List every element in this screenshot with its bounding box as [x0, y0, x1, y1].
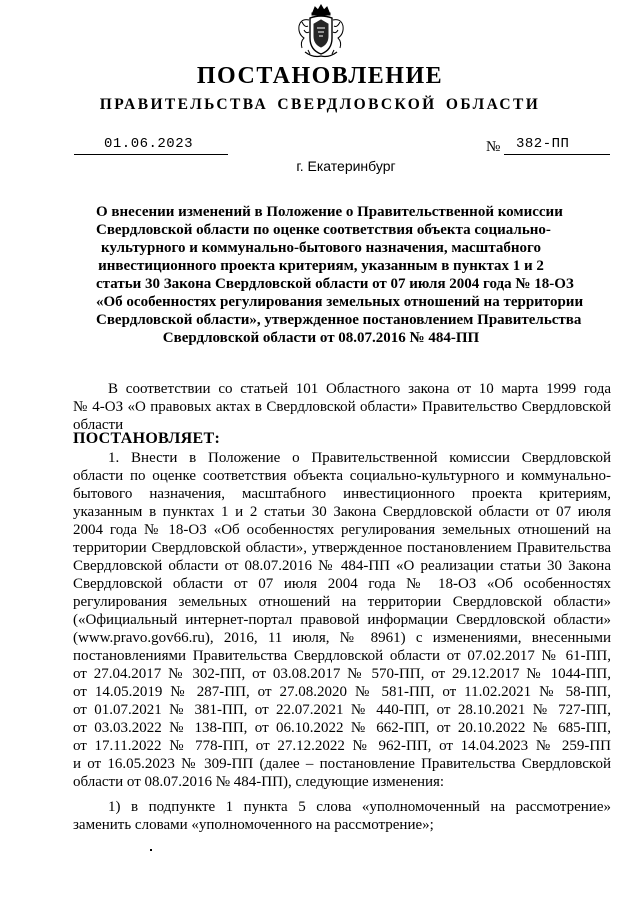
item1-line: и от 16.05.2023 № 309-ПП (далее – постановление Правительства Свердловской	[73, 756, 611, 772]
preamble-line: № 4-ОЗ «О правовых актах в Свердловской области» Правительство Свердловской	[73, 399, 611, 415]
scan-speck	[150, 849, 152, 851]
item1-line: регулирования земельных отношений на территории Свердловской области»	[73, 594, 611, 610]
item1-line: Свердловской области от 07 июля 2004 года № 18-ОЗ «Об особенностях	[73, 576, 611, 592]
issuing-authority: ПРАВИТЕЛЬСТВА СВЕРДЛОВСКОЙ ОБЛАСТИ	[99, 96, 541, 113]
preamble-line: В соответствии со статьей 101 Областного закона от 10 марта 1999 года	[108, 381, 611, 397]
item1-line: бытового назначения, масштабного инвестиционного проекта критериям,	[73, 486, 611, 502]
item1-line: (www.pravo.gov66.ru), 2016, 11 июля, № 8961) с изменениями, внесенными	[73, 630, 611, 646]
item1-line: от 01.07.2021 № 381-ПП, от 22.07.2021 № 440-ПП, от 28.10.2021 № 727-ПП,	[73, 702, 611, 718]
item1-line: указанным в пунктах 1 и 2 статьи 30 Закона Свердловской области от 07 июля	[73, 504, 611, 520]
item1-line: от 27.04.2017 № 302-ПП, от 03.08.2017 № 570-ПП, от 29.12.2017 № 1044-ПП,	[73, 666, 611, 682]
item1-line: постановлениями Правительства Свердловской области от 07.02.2017 № 61-ПП,	[73, 648, 611, 664]
item1-line: от 17.11.2022 № 778-ПП, от 27.12.2022 № 962-ПП, от 14.04.2023 № 259-ПП	[73, 738, 611, 754]
heading-line: Свердловской области от 08.07.2016 № 484-ПП	[162, 330, 480, 346]
date-field	[74, 134, 228, 155]
document-number: 382-ПП	[516, 136, 570, 152]
number-field	[504, 134, 610, 155]
heading-line: статьи 30 Закона Свердловской области от 07 июля 2004 года № 18-ОЗ	[96, 276, 574, 292]
coat-of-arms-emblem-icon	[296, 4, 346, 60]
document-heading	[96, 203, 584, 347]
number-sign: №	[486, 139, 501, 155]
heading-line: Свердловской области», утвержденное постановлением Правительства	[96, 312, 582, 328]
subitem1-line: заменить словами «уполномоченного на рассмотрение»;	[73, 817, 434, 833]
heading-line: инвестиционного проекта критериям, указанным в пунктах 1 и 2	[98, 258, 544, 274]
item1-line: области по оценке соответствия объекта социально-культурного и коммунально-	[73, 468, 611, 484]
item1-line: 1. Внести в Положение о Правительственной комиссии Свердловской	[108, 450, 611, 466]
document-date: 01.06.2023	[104, 136, 194, 152]
item1-line: области от 08.07.2016 № 484-ПП), следующие изменения:	[73, 774, 445, 790]
heading-line: «Об особенностях регулирования земельных отношений на территории	[96, 294, 584, 310]
heading-line: Свердловской области по оценке соответствия объекта социально-	[96, 222, 551, 238]
decree-word: ПОСТАНОВЛЯЕТ:	[73, 430, 221, 447]
item1-line: от 14.05.2019 № 287-ПП, от 27.08.2020 № 581-ПП, от 11.02.2021 № 58-ПП,	[73, 684, 611, 700]
heading-line: О внесении изменений в Положение о Правительственной комиссии	[96, 204, 563, 220]
item1-line: Свердловской области от 08.07.2016 № 484-ПП «О реализации статьи 30 Закона	[73, 558, 611, 574]
city: г. Екатеринбург	[296, 158, 396, 174]
preamble-line: области	[73, 417, 124, 433]
item1-line: 2004 года № 18-ОЗ «Об особенностях регулирования земельных отношений на	[73, 522, 611, 538]
item1-line: территории Свердловской области», утвержденное постановлением Правительства	[73, 540, 611, 556]
item1-line: («Официальный интернет-портал правовой информации Свердловской области»	[73, 612, 611, 628]
item1-line: от 03.03.2022 № 138-ПП, от 06.10.2022 № 662-ПП, от 20.10.2022 № 685-ПП,	[73, 720, 611, 736]
heading-line: культурного и коммунально-бытового назначения, масштабного	[101, 240, 541, 256]
subitem1-line: 1) в подпункте 1 пункта 5 слова «уполномоченный на рассмотрение»	[108, 799, 611, 815]
document-type-title: ПОСТАНОВЛЕНИЕ	[196, 63, 444, 89]
